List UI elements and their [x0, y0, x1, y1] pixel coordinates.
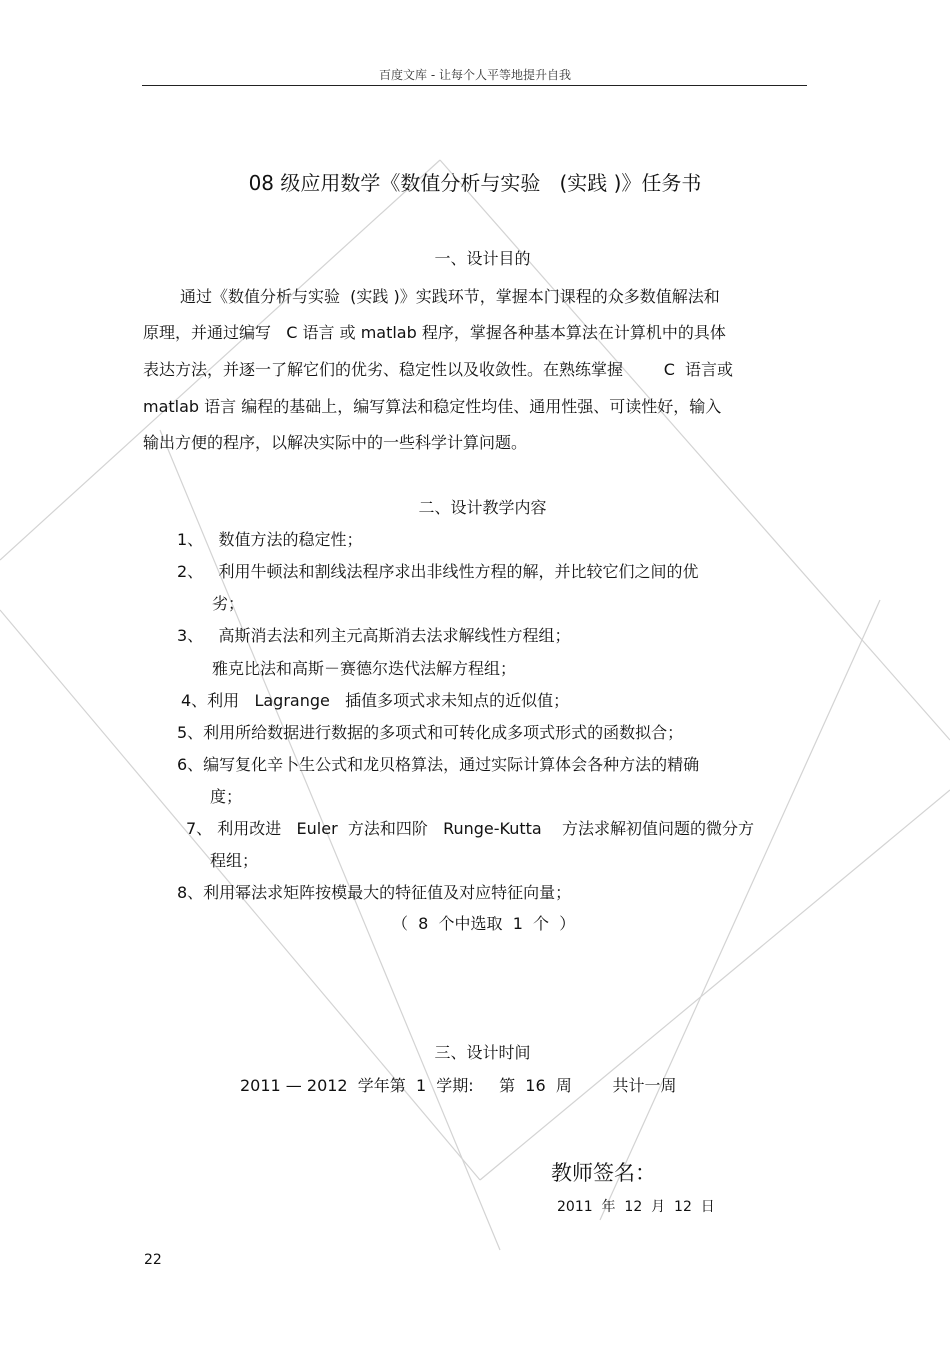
header-rule [142, 85, 807, 86]
section1-line: matlab 语言 编程的基础上，编写算法和稳定性均佳、通用性强、可读性好，输入 [143, 397, 722, 416]
content-item: 程组； [210, 851, 259, 870]
content-item: 3、 高斯消去法和列主元高斯消去法求解线性方程组； [177, 626, 571, 645]
section1-line: 原理，并通过编写 C 语言 或 matlab 程序，掌握各种基本算法在计算机中的具体 [143, 323, 726, 342]
content-item: 8、利用幂法求矩阵按模最大的特征值及对应特征向量； [177, 883, 572, 902]
content-item: 5、利用所给数据进行数据的多项式和可转化成多项式形式的函数拟合； [177, 723, 684, 742]
selection-note: （ 8 个中选取 1 个 ） [392, 914, 576, 933]
schedule-line: 2011 — 2012 学年第 1 学期: 第 16 周 共计一周 [240, 1076, 677, 1095]
content-item: 6、编写复化辛卜生公式和龙贝格算法，通过实际计算体会各种方法的精确 [177, 755, 700, 774]
document-title: 08 级应用数学《数值分析与实验 (实践 )》任务书 [248, 171, 702, 195]
section1-line: 通过《数值分析与实验 (实践 )》实践环节，掌握本门课程的众多数值解法和 [180, 287, 720, 306]
signature-date: 2011 年 12 月 12 日 [557, 1199, 715, 1215]
section3-heading: 三、设计时间 [434, 1043, 531, 1062]
page-number: 22 [144, 1252, 162, 1268]
section1-heading: 一、设计目的 [434, 249, 531, 268]
section2-heading: 二、设计教学内容 [418, 498, 547, 517]
section1-line: 表达方法，并逐一了解它们的优劣、稳定性以及收敛性。在熟练掌握 C 语言或 [143, 360, 734, 379]
content-item: 度； [210, 787, 243, 806]
content-item: 雅克比法和高斯－赛德尔迭代法解方程组； [212, 659, 517, 678]
content-item: 2、 利用牛顿法和割线法程序求出非线性方程的解，并比较它们之间的优 [177, 562, 699, 581]
content-item: 1、 数值方法的稳定性； [177, 530, 363, 549]
teacher-signature-label: 教师签名： [551, 1161, 656, 1185]
content-item: 7、 利用改进 Euler 方法和四阶 Runge-Kutta 方法求解初值问题的微分方 [186, 819, 755, 838]
content-item: 劣； [212, 594, 245, 613]
content-item: 4、利用 Lagrange 插值多项式求未知点的近似值； [181, 691, 570, 710]
section1-line: 输出方便的程序，以解决实际中的一些科学计算问题。 [143, 433, 528, 452]
page-header: 百度文库 - 让每个人平等地提升自我 [379, 68, 571, 82]
